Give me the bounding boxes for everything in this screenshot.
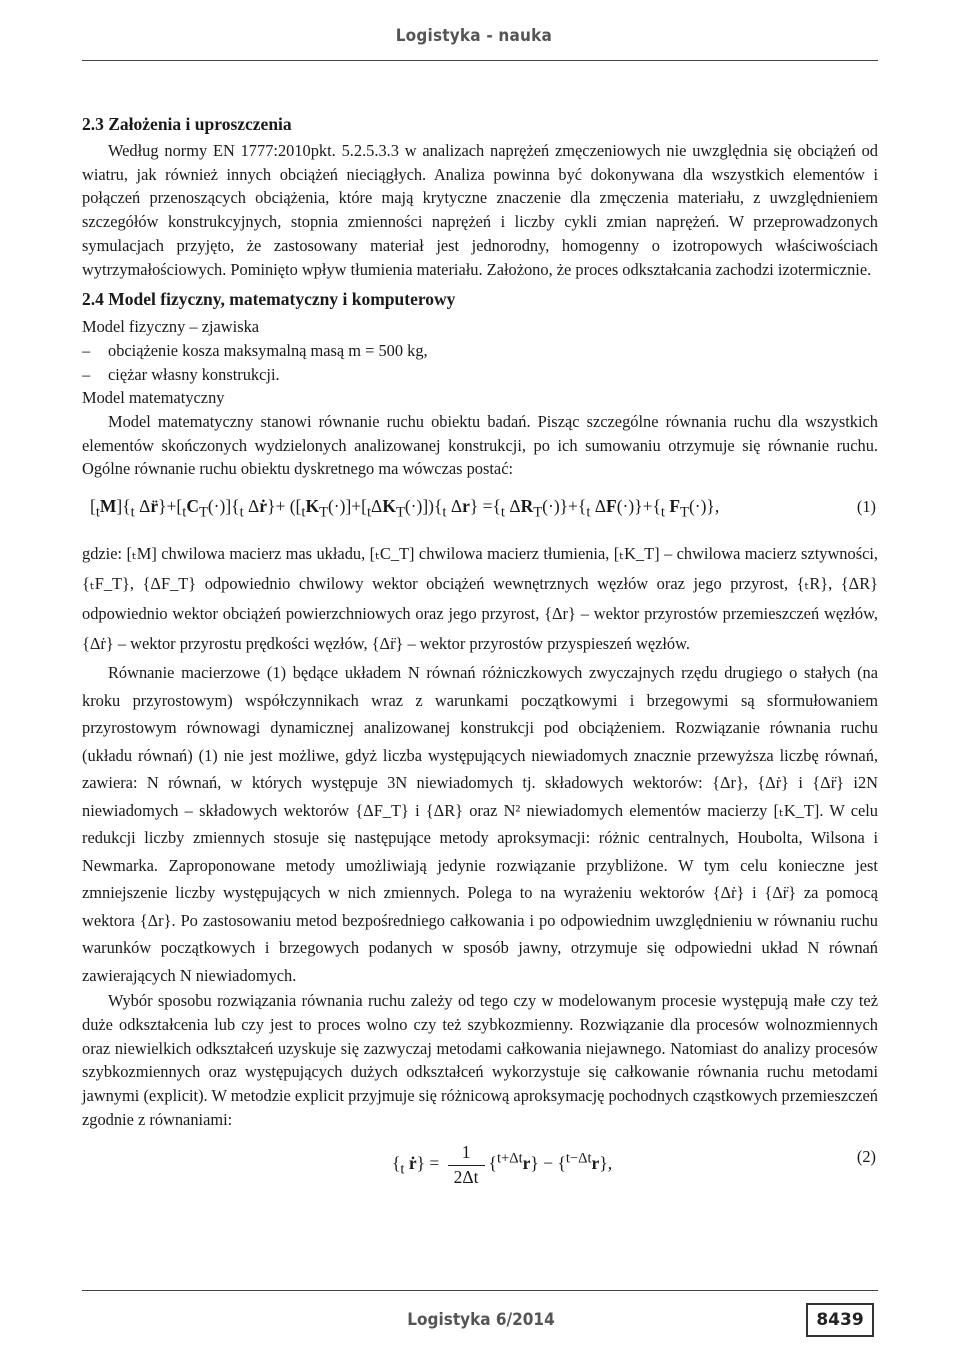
symbol-definitions: gdzie: [ₜM] chwilowa macierz mas układu, [ₜC_T] chwilowa macierz tłumienia, [ₜK_T] – chwilowa macierz sztywności, {ₜF_T}, {ΔF_T} odpowiednio chwilowy wektor obciążeń wewnętrznych węzłów oraz jego przyrost, {ₜR}, {ΔR} odpowiednio wektor obciążeń powierzchniowych oraz jego przyrost, {Δr} – wektor przyrostów przemieszczeń węzłów, {Δṙ} – wektor przyrostu prędkości węzłów, {Δr̈} – wektor przyrostów przyspieszeń węzłów. — [82, 544, 878, 654]
equation-2-formula: {$_t$ ṙ} = $\frac{1}{2\Delta t}$ {$^{t+\Delta t}$r} − {$^{t-\Delta t}$r}, — [392, 1142, 613, 1188]
paragraph-solution-method: Wybór sposobu rozwiązania równania ruchu zależy od tego czy w modelowanym procesie występują małe czy też duże odkształcenia lub czy jest to proces wolno czy też szybkozmienny. Rozwiązanie dla procesów wolnozmiennych oraz niewielkich odkształceń uzyskuje się zazwyczaj metodami całkowania niejawnego. Natomiast do analizy procesów szybkozmiennych oraz występujących dużych odkształceń wykorzystuje się całkowanie równania ruchu metodami jawnymi (explicit). W metodzie explicit przyjmuje się różnicową aproksymację pochodnych cząstkowych przemieszczeń zgodnie z równaniami: — [82, 991, 878, 1129]
physical-model-item: – ciężar własny konstrukcji. — [82, 363, 878, 387]
math-model-label: Model matematyczny — [82, 388, 225, 408]
physical-model-label: Model fizyczny – zjawiska — [82, 317, 260, 337]
paragraph-math-model: Model matematyczny stanowi równanie ruchu obiektu badań. Pisząc szczególne równania ruchu dla wszystkich elementów skończonych wydzielonych analizowanej konstrukcji, po ich sumowaniu otrzymuje się równanie ruchu. Ogólne równanie ruchu obiektu dyskretnego ma wówczas postać: — [82, 412, 878, 479]
footer-journal-issue: Logistyka 6/2014 — [407, 1310, 555, 1330]
section-heading-2-4: 2.4 Model fizyczny, matematyczny i komputerowy — [82, 289, 456, 310]
page-number: 8439 — [806, 1303, 874, 1337]
footer-divider — [82, 1290, 878, 1291]
equation-1 — [82, 487, 878, 535]
paragraph-assumptions: Według normy EN 1777:2010pkt. 5.2.5.3.3 w analizach naprężeń zmęczeniowych nie uwzględnia się obciążeń od wiatru, jak również innych obciążeń nieciągłych. Analiza powinna być dokonywana dla wszystkich elementów i połączeń przenoszących obciążenia, które mają krytyczne znaczenie dla zmęczenia materiału, z uwzględnieniem szczegółów konstrukcyjnych, stopnia zmienności naprężeń i liczby cykli zmian naprężeń. W przeprowadzonych symulacjach przyjęto, że zastosowany materiał jest jednorodny, homogenny o izotropowych właściwościach wytrzymałościowych. Pominięto wpływ tłumienia materiału. Założono, że proces odkształcania zachodzi izotermicznie. — [82, 141, 878, 279]
header-divider — [82, 60, 878, 61]
journal-section-header: Logistyka - nauka — [395, 26, 552, 46]
equation-2 — [82, 1137, 878, 1203]
article-body — [82, 112, 878, 1207]
physical-model-item: – obciążenie kosza maksymalną masą m = 500 kg, — [82, 339, 878, 363]
equation-2-number: (2) — [856, 1147, 876, 1167]
equation-1-number: (1) — [856, 497, 876, 517]
section-heading-2-3: 2.3 Założenia i uproszczenia — [82, 114, 292, 134]
paragraph-matrix-equation: Równanie macierzowe (1) będące układem N równań różniczkowych zwyczajnych rzędu drugiego o stałych (na kroku przyrostowym) współczynnikach wraz z warunkami początkowymi i brzegowymi są sformułowaniem przyrostowym równowagi dynamicznej analizowanej konstrukcji pod obciążeniem. Rozwiązanie równania ruchu (układu równań) (1) nie jest możliwe, gdyż liczba występujących niewiadomych znacznie przewyższa liczbę równań, zawiera: N równań, w których występuje 3N niewiadomych tj. składowych wektorów: {Δr}, {Δṙ} i {Δr̈} i2N niewiadomych – składowych wektorów {ΔF_T} i {ΔR} oraz N² niewiadomych elementów macierzy [ₜK_T]. W celu redukcji liczby zmiennych stosuje się następujące metody aproksymacji: różnic centralnych, Houbolta, Wilsona i Newmarka. Zaproponowane metody umożliwiają jedynie rozwiązanie przybliżone. W tym celu konieczne jest zmniejszenie liczby występujących w nich zmiennych. Polega to na wyrażeniu wektorów {Δṙ} i {Δr̈} za pomocą wektora {Δr}. Po zastosowaniu metod bezpośredniego całkowania i po odpowiednim uwzględnieniu w równaniu ruchu warunków początkowych i brzegowych podanych w sposób jawny, otrzymuje się odpowiedni układ N równań zawierających N niewiadomych. — [82, 663, 878, 985]
equation-1-formula: $[_tM]\{_t$ $\Delta r̈\}+[_tC_T(\cdot)]\{_t$ Δṙ}+ $([_tK_T(\cdot)]+[_t\Delta K_T(\cdot)])\{_t$ $\Delta r\} =\{_t$ $\Delta R_T(\cdot)\}+\{_t$ $\Delta F(\cdot)\}+\{_t$ $F_T(\cdot)$}, — [90, 496, 720, 521]
